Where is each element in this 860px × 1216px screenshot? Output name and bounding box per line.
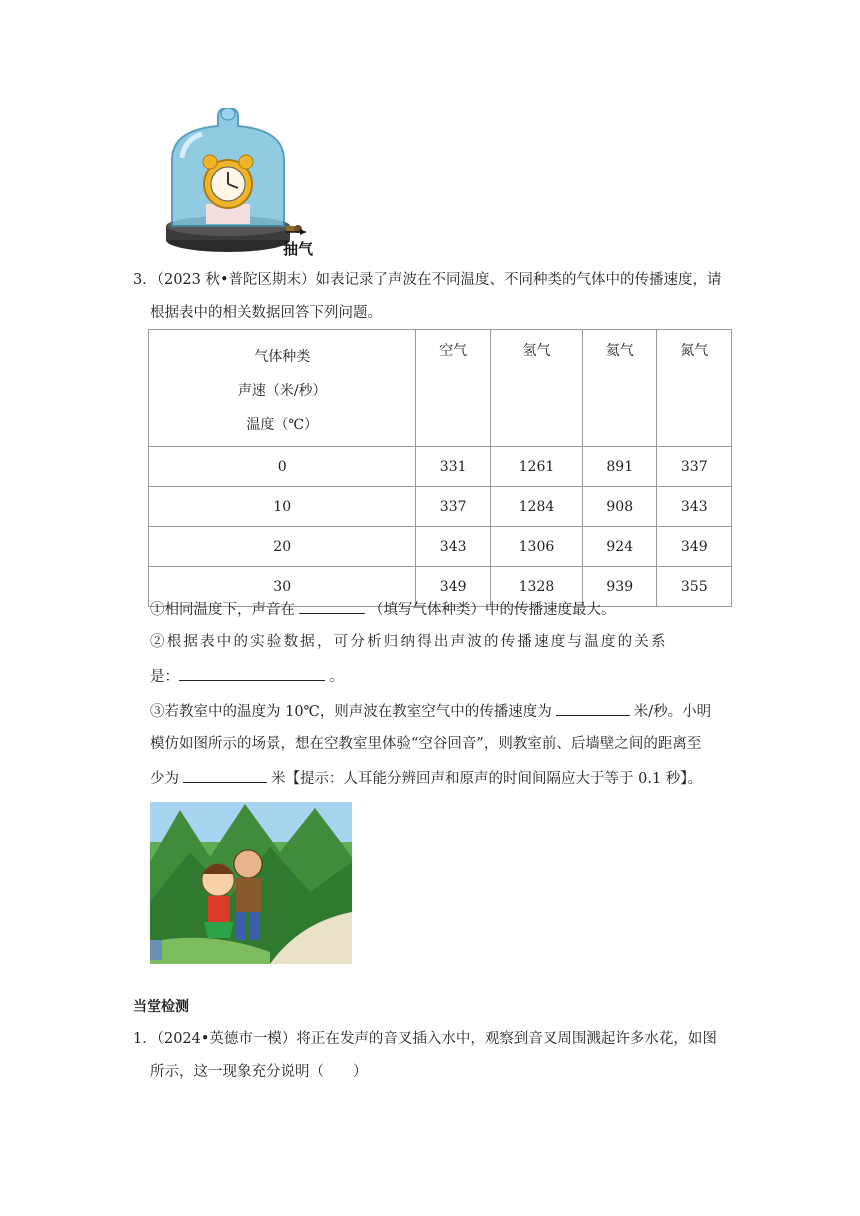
table-row: [149, 447, 732, 487]
table-cell: 1284: [490, 487, 582, 527]
sound-speed-table: [148, 329, 732, 607]
table-cell: 349: [416, 567, 490, 607]
answer-1-text-pre: ①相同温度下，声音在: [150, 602, 295, 618]
figure-label: 抽气: [283, 240, 314, 258]
answer-2-text-pre: 是：: [150, 669, 179, 685]
answer-1: [150, 598, 616, 620]
table-cell: 891: [583, 447, 657, 487]
bell-jar-alarm-clock-image: [158, 108, 308, 258]
answer-2-blank[interactable]: [179, 665, 325, 681]
table-row: [149, 527, 732, 567]
header-gas-type: 气体种类: [254, 349, 311, 365]
table-cell: 337: [416, 487, 490, 527]
answer-3-speed-blank[interactable]: [556, 700, 630, 716]
table-cell: 331: [416, 447, 490, 487]
table-cell: 337: [657, 447, 732, 487]
answer-3-text-post: 米/秒。小明: [633, 704, 712, 720]
table-cell: 10: [149, 487, 416, 527]
header-temperature: 温度（℃）: [246, 417, 319, 433]
column-header: 空气: [416, 330, 490, 447]
answer-3-line-1: [150, 700, 711, 722]
column-header: 氦气: [583, 330, 657, 447]
answer-3-text-post3: 米【提示：人耳能分辨回声和原声的时间间隔应大于等于 0.1 秒】。: [271, 771, 703, 787]
answer-3-line-3: [150, 767, 702, 789]
question-3-line-1: 3．（2023 秋•普陀区期末）如表记录了声波在不同温度、不同种类的气体中的传播速度，请: [133, 272, 722, 288]
table-cell: 1261: [490, 447, 582, 487]
table-cell: 1328: [490, 567, 582, 607]
table-header-row: [149, 330, 732, 447]
answer-2-line-2: [150, 665, 344, 687]
answer-3-text-pre: ③若教室中的温度为 10℃，则声波在教室空气中的传播速度为: [150, 704, 552, 720]
column-header: 氮气: [657, 330, 732, 447]
answer-2-line-1: ②根据表中的实验数据，可分析归纳得出声波的传播速度与温度的关系: [150, 634, 668, 650]
answer-3-line-2: 模仿如图所示的场景，想在空教室里体验“空谷回音”，则教室前、后墙壁之间的距离至: [150, 736, 702, 752]
table-cell: 1306: [490, 527, 582, 567]
table-cell: 908: [583, 487, 657, 527]
table-cell: 349: [657, 527, 732, 567]
question-1-line-1: 1．（2024•英德市一模）将正在发声的音叉插入水中，观察到音叉周围溅起许多水花，如图: [133, 1031, 717, 1047]
section-title: 当堂检测: [133, 999, 189, 1015]
mountain-echo-cartoon-image: [150, 802, 352, 964]
answer-2-text-post: 。: [329, 669, 344, 685]
header-speed: 声速（米/秒）: [237, 383, 327, 399]
question-3-line-2: 根据表中的相关数据回答下列问题。: [150, 305, 382, 321]
table-cell: 355: [657, 567, 732, 607]
table-cell: 343: [657, 487, 732, 527]
table-cell: 343: [416, 527, 490, 567]
table-row: [149, 487, 732, 527]
table-corner-cell: [149, 330, 416, 447]
column-header: 氢气: [490, 330, 582, 447]
table-cell: 20: [149, 527, 416, 567]
answer-1-text-post: （填写气体种类）中的传播速度最大。: [369, 602, 616, 618]
table-cell: 0: [149, 447, 416, 487]
table-cell: 939: [583, 567, 657, 607]
table-cell: 924: [583, 527, 657, 567]
answer-3-text-pre3: 少为: [150, 771, 179, 787]
answer-1-blank[interactable]: [299, 598, 365, 614]
question-1-line-2: 所示，这一现象充分说明（ ）: [150, 1064, 368, 1080]
answer-3-distance-blank[interactable]: [183, 767, 267, 783]
table-cell: 30: [149, 567, 416, 607]
